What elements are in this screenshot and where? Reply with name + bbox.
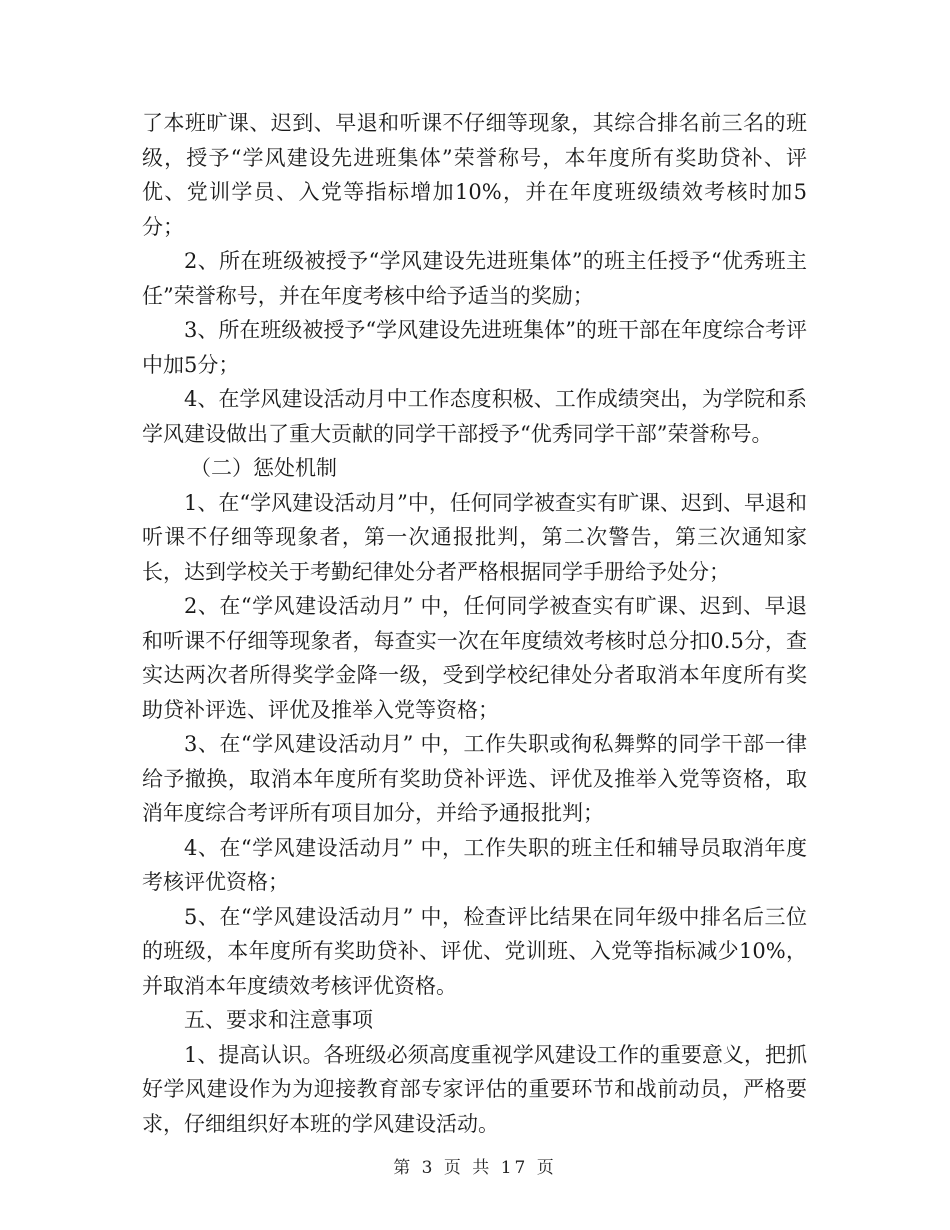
paragraph: 5、在“学风建设活动月” 中，检查评比结果在同年级中排名后三位的班级，本年度所有奖助贷补、评优、党训班、入党等指标减少10%，并取消本年度绩效考核评优资格。 bbox=[142, 904, 807, 998]
paragraph: 2、在“学风建设活动月” 中，任何同学被查实有旷课、迟到、早退和听课不仔细等现象者，每查实一次在年度绩效考核时总分扣0.5分，查实达两次者所得奖学金降一级，受到学校纪律处分者取消本年度所有奖助贷补评选、评优及推举入党等资格； bbox=[142, 594, 807, 722]
paragraph: 4、在“学风建设活动月” 中，工作失职的班主任和辅导员取消年度考核评优资格； bbox=[142, 835, 807, 894]
page-label-prefix: 第 bbox=[393, 1158, 414, 1178]
document-body bbox=[142, 106, 807, 1141]
total-pages-number: 17 bbox=[500, 1158, 529, 1178]
section-heading: 五、要求和注意事项 bbox=[184, 1008, 373, 1032]
paragraph: 3、在“学风建设活动月” 中，工作失职或徇私舞弊的同学干部一律给予撤换，取消本年度所有奖助贷补评选、评优及推举入党等资格，取消年度综合考评所有项目加分，并给予通报批判； bbox=[142, 732, 807, 825]
paragraph: 1、在“学风建设活动月”中，任何同学被查实有旷课、迟到、早退和听课不仔细等现象者，第一次通报批判，第二次警告，第三次通知家长，达到学校关于考勤纪律处分者严格根据同学手册给予处分； bbox=[142, 490, 807, 584]
paragraph: 3、所在班级被授予“学风建设先进班集体”的班干部在年度综合考评中加5分； bbox=[142, 318, 807, 377]
current-page-number: 3 bbox=[421, 1158, 436, 1178]
paragraph: 了本班旷课、迟到、早退和听课不仔细等现象，其综合排名前三名的班级，授予“学风建设先进班集体”荣誉称号，本年度所有奖助贷补、评优、党训学员、入党等指标增加10%，并在年度班级绩效考核时加5分； bbox=[142, 111, 807, 239]
paragraph: 4、在学风建设活动月中工作态度积极、工作成绩突出，为学院和系学风建设做出了重大贡献的同学干部授予“优秀同学干部”荣誉称号。 bbox=[142, 387, 807, 446]
page-footer bbox=[0, 1153, 950, 1178]
page-label-mid: 页 共 bbox=[443, 1158, 493, 1178]
paragraph: 2、所在班级被授予“学风建设先进班集体”的班主任授予“优秀班主任”荣誉称号，并在年度考核中给予适当的奖励； bbox=[142, 249, 807, 308]
page-label-suffix: 页 bbox=[536, 1158, 557, 1178]
section-heading: （二）惩处机制 bbox=[190, 456, 337, 480]
paragraph: 1、提高认识。各班级必须高度重视学风建设工作的重要意义，把抓好学风建设作为为迎接教育部专家评估的重要环节和战前动员，严格要求，仔细组织好本班的学风建设活动。 bbox=[142, 1042, 807, 1136]
